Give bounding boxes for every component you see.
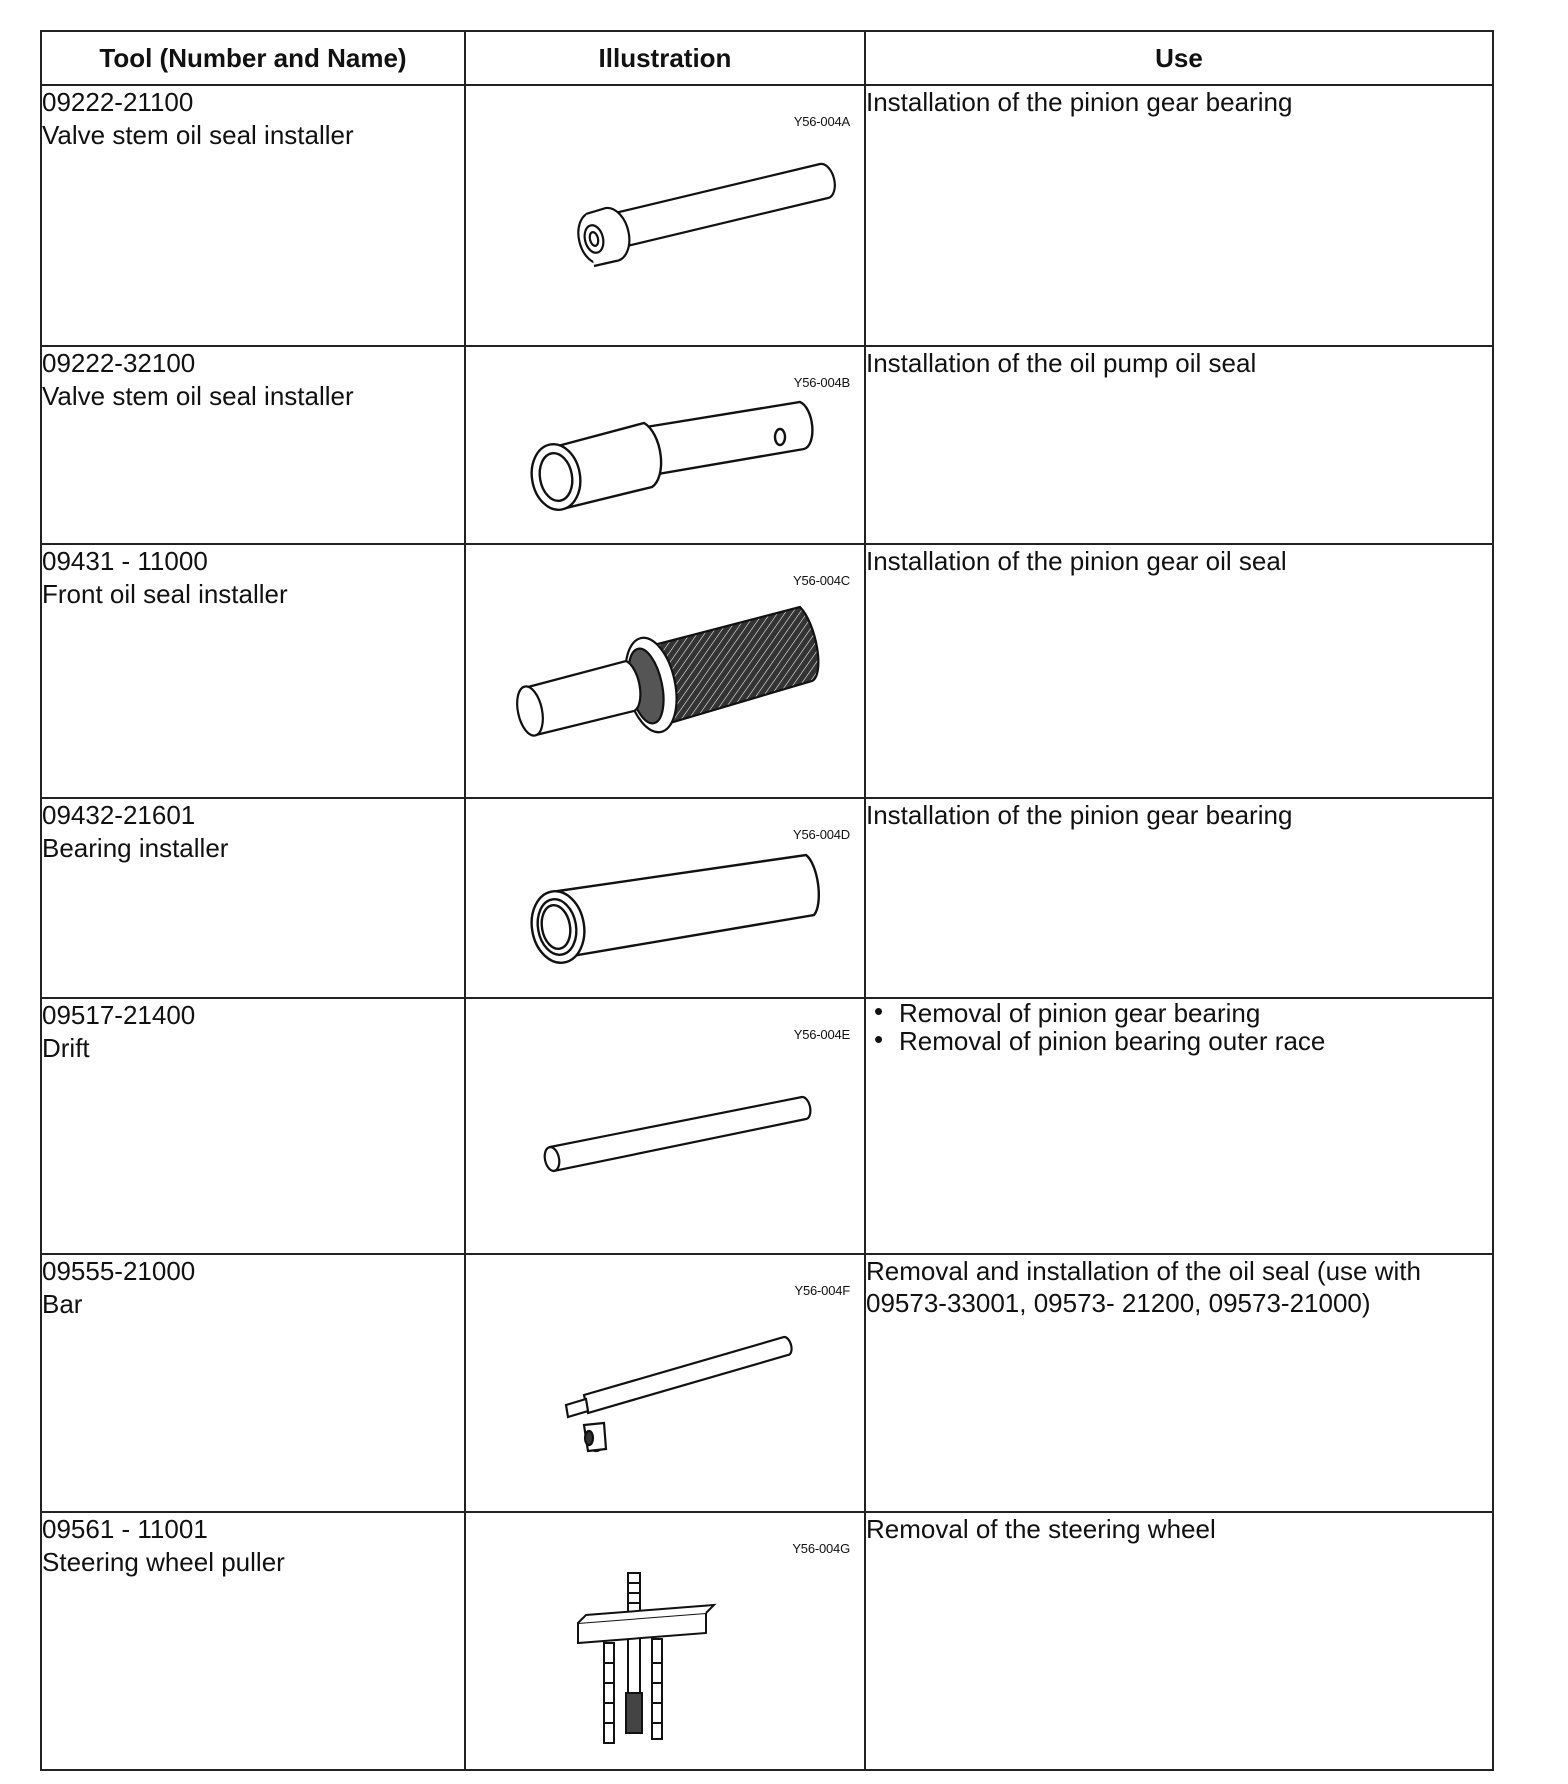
seal-installer-icon xyxy=(466,86,866,347)
tool-name: Valve stem oil seal installer xyxy=(42,381,354,411)
tool-cell xyxy=(41,798,465,998)
illustration-cell xyxy=(465,1254,865,1512)
use-cell: Installation of the oil pump oil seal xyxy=(865,346,1493,544)
tool-number: 09222-21100 xyxy=(42,87,194,117)
illustration-code: Y56-004F xyxy=(794,1283,850,1298)
use-cell: Removal and installation of the oil seal (use with 09573-33001, 09573- 21200, 09573-21000) xyxy=(865,1254,1493,1512)
tool-name: Drift xyxy=(42,1033,90,1063)
use-cell xyxy=(865,998,1493,1254)
table-header-row xyxy=(41,31,1493,85)
drift-rod-icon xyxy=(466,999,866,1255)
illustration-cell xyxy=(465,1512,865,1770)
tool-name: Steering wheel puller xyxy=(42,1547,285,1577)
tool-cell xyxy=(41,1254,465,1512)
tool-number: 09517-21400 xyxy=(42,1000,196,1030)
bearing-installer-icon xyxy=(466,799,866,999)
illustration-cell xyxy=(465,346,865,544)
seal-installer-wide-icon xyxy=(466,347,866,545)
tool-number: 09561 - 11001 xyxy=(42,1514,208,1544)
table-row xyxy=(41,544,1493,798)
table-row xyxy=(41,346,1493,544)
use-list xyxy=(866,999,1492,1055)
illustration-code: Y56-004C xyxy=(793,573,850,588)
illustration-code: Y56-004E xyxy=(793,1027,850,1042)
header-illustration: Illustration xyxy=(465,31,865,85)
tool-number: 09555-21000 xyxy=(42,1256,196,1286)
use-cell: Installation of the pinion gear oil seal xyxy=(865,544,1493,798)
tool-name: Front oil seal installer xyxy=(42,579,288,609)
wheel-puller-icon xyxy=(466,1513,866,1771)
tool-cell xyxy=(41,1512,465,1770)
illustration-cell xyxy=(465,998,865,1254)
table-row xyxy=(41,798,1493,998)
use-cell: Removal of the steering wheel xyxy=(865,1512,1493,1770)
illustration-code: Y56-004D xyxy=(793,827,850,842)
tool-name: Bearing installer xyxy=(42,833,229,863)
table-row xyxy=(41,85,1493,346)
tool-name: Bar xyxy=(42,1289,83,1319)
list-item: • Removal of pinion bearing outer race xyxy=(866,1027,1492,1055)
use-cell: Installation of the pinion gear bearing xyxy=(865,85,1493,346)
special-tools-table xyxy=(40,30,1494,1771)
illustration-cell xyxy=(465,798,865,998)
use-cell: Installation of the pinion gear bearing xyxy=(865,798,1493,998)
tool-number: 09432-21601 xyxy=(42,800,196,830)
tool-cell xyxy=(41,998,465,1254)
tool-cell xyxy=(41,544,465,798)
tool-number: 09431 - 11000 xyxy=(42,546,208,576)
illustration-cell xyxy=(465,544,865,798)
table-row xyxy=(41,998,1493,1254)
tool-name: Valve stem oil seal installer xyxy=(42,120,354,150)
list-item: • Removal of pinion gear bearing xyxy=(866,999,1492,1027)
tool-cell xyxy=(41,346,465,544)
illustration-code: Y56-004A xyxy=(793,114,850,129)
header-tool: Tool (Number and Name) xyxy=(41,31,465,85)
tool-number: 09222-32100 xyxy=(42,348,196,378)
illustration-cell xyxy=(465,85,865,346)
header-use: Use xyxy=(865,31,1493,85)
knurled-installer-icon xyxy=(466,545,866,799)
table-row xyxy=(41,1512,1493,1770)
bar-with-adapter-icon xyxy=(466,1255,866,1513)
illustration-code: Y56-004G xyxy=(792,1541,850,1556)
table-row xyxy=(41,1254,1493,1512)
illustration-code: Y56-004B xyxy=(793,375,850,390)
tool-cell xyxy=(41,85,465,346)
